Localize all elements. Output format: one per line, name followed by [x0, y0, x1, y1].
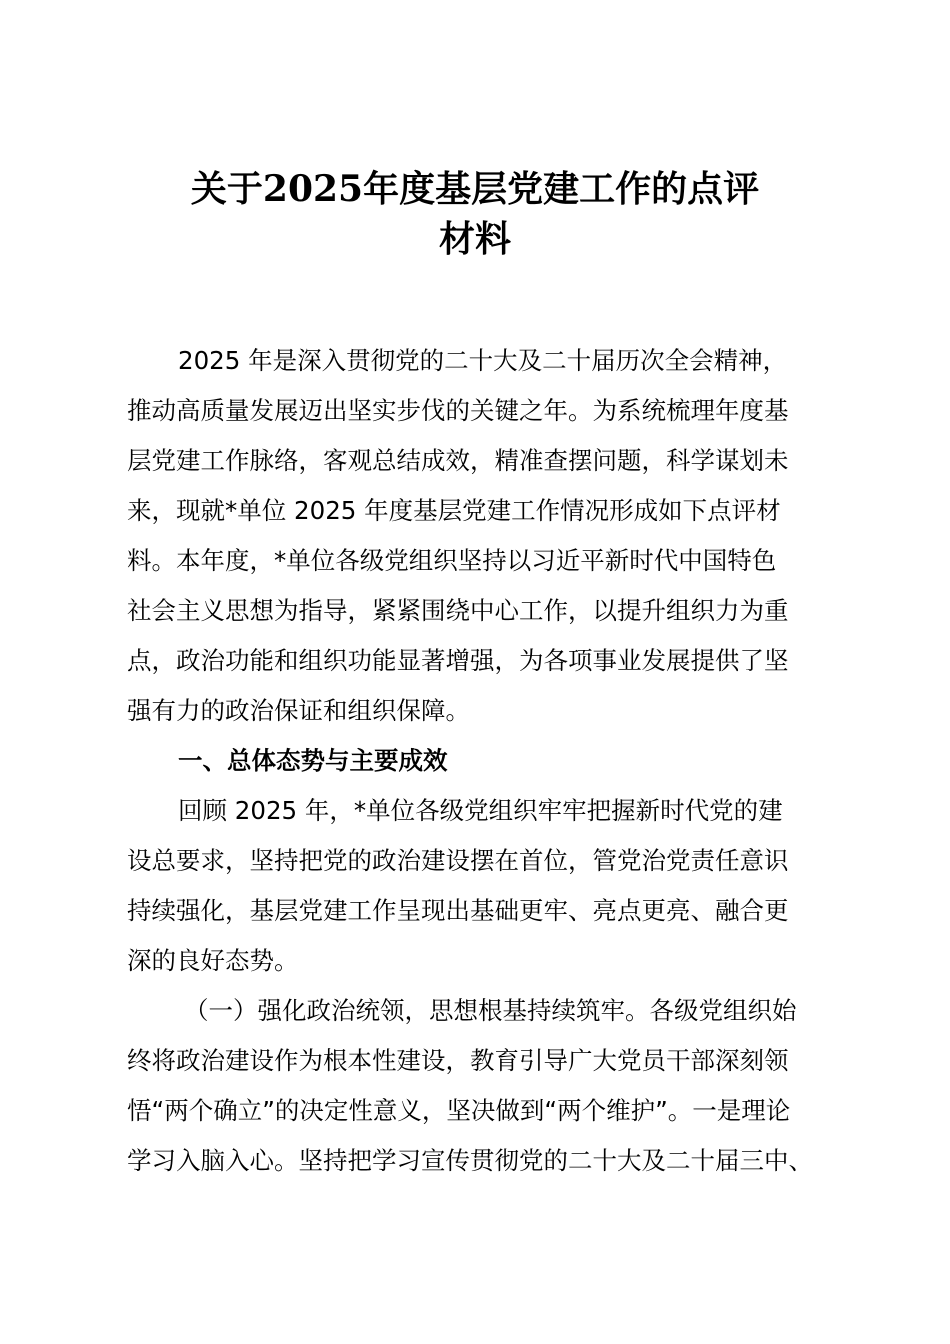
paragraph-1-line-2: 推动高质量发展迈出坚实步伐的关键之年。为系统梳理年度基 [127, 396, 789, 425]
paragraph-1-line-6: 社会主义思想为指导，紧紧围绕中心工作，以提升组织力为重 [127, 596, 789, 625]
paragraph-1-line-7: 点，政治功能和组织功能显著增强，为各项事业发展提供了坚 [127, 646, 789, 675]
paragraph-3-line-2: 终将政治建设作为根本性建设，教育引导广大党员干部深刻领 [127, 1046, 789, 1075]
section-heading-1: 一、总体态势与主要成效 [178, 746, 448, 775]
paragraph-3-line-3: 悟“两个确立”的决定性意义，坚决做到“两个维护”。一是理论 [127, 1096, 791, 1125]
paragraph-1-line-8: 强有力的政治保证和组织保障。 [127, 696, 470, 725]
paragraph-2-line-2: 设总要求，坚持把党的政治建设摆在首位，管党治党责任意识 [127, 846, 789, 875]
paragraph-1-line-1: 2025 年是深入贯彻党的二十大及二十届历次全会精神， [178, 346, 788, 375]
document-title-line-2: 材料 [438, 218, 511, 260]
paragraph-1-line-5: 料。本年度，*单位各级党组织坚持以习近平新时代中国特色 [127, 546, 777, 575]
paragraph-2-line-3: 持续强化，基层党建工作呈现出基础更牢、亮点更亮、融合更 [127, 896, 789, 925]
paragraph-1-line-3: 层党建工作脉络，客观总结成效，精准查摆问题，科学谋划未 [127, 446, 789, 475]
paragraph-2-line-1: 回顾 2025 年，*单位各级党组织牢牢把握新时代党的建 [178, 796, 783, 825]
paragraph-3-line-4: 学习入脑入心。坚持把学习宣传贯彻党的二十大及二十届三中、 [127, 1146, 813, 1175]
paragraph-1-line-4: 来，现就*单位 2025 年度基层党建工作情况形成如下点评材 [127, 496, 781, 525]
paragraph-2-line-4: 深的良好态势。 [127, 946, 299, 975]
document-title-line-1: 关于2025年度基层党建工作的点评 [190, 168, 760, 210]
paragraph-3-line-1: （一）强化政治统领，思想根基持续筑牢。各级党组织始 [184, 996, 797, 1025]
